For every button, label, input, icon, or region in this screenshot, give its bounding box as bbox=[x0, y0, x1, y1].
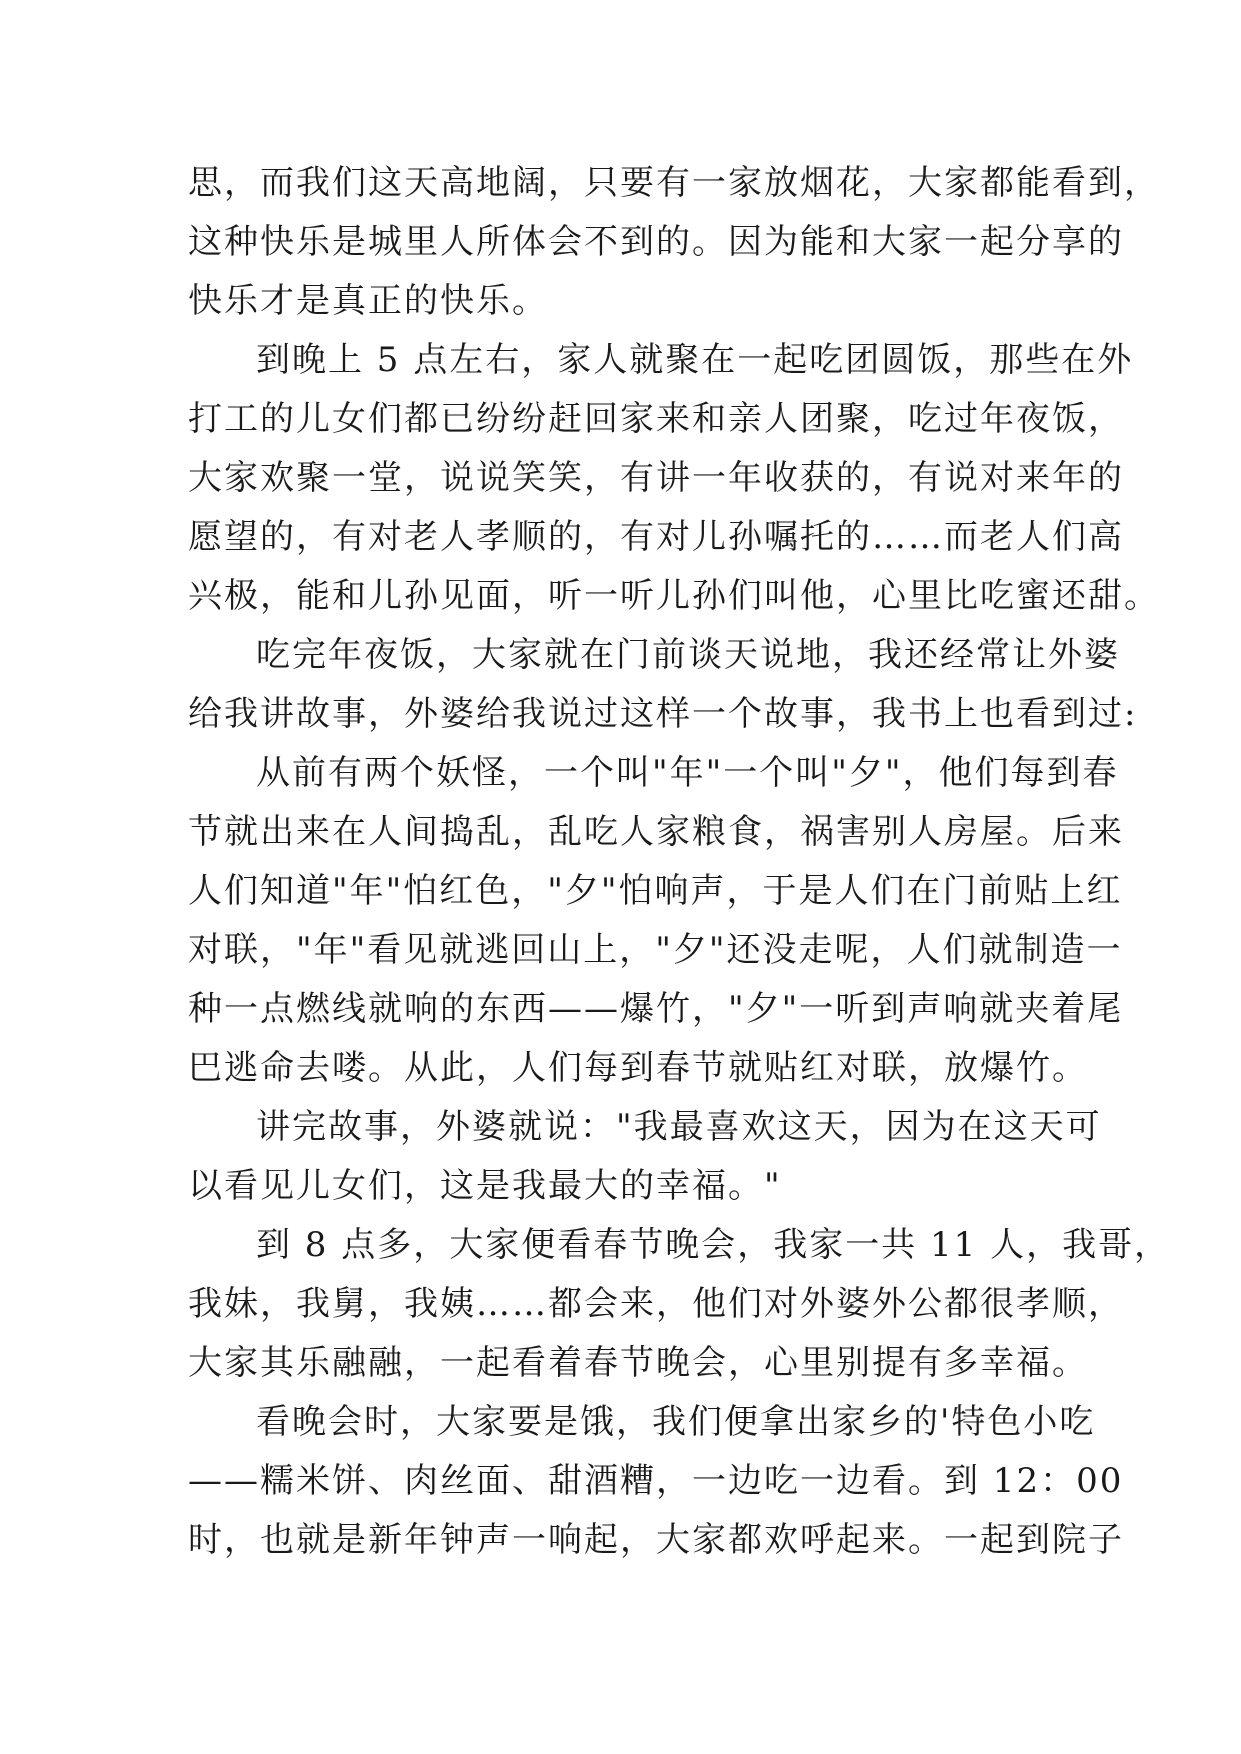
text-line: 到 8 点多，大家便看春节晚会，我家一共 11 人，我哥， bbox=[256, 1225, 1171, 1265]
text-line: 兴极，能和儿孙见面，听一听儿孙们叫他，心里比吃蜜还甜。 bbox=[188, 576, 1160, 616]
text-line: 我妹，我舅，我姨……都会来，他们对外婆外公都很孝顺， bbox=[188, 1284, 1124, 1324]
text-line: 思，而我们这天高地阔，只要有一家放烟花，大家都能看到， bbox=[188, 163, 1160, 203]
text-line: 大家其乐融融，一起看着春节晚会，心里别提有多幸福。 bbox=[188, 1343, 1088, 1383]
text-line: 给我讲故事，外婆给我说过这样一个故事，我书上也看到过: bbox=[188, 694, 1138, 734]
text-line: 看晚会时，大家要是饿，我们便拿出家乡的'特色小吃 bbox=[256, 1402, 1096, 1442]
text-line: 吃完年夜饭，大家就在门前谈天说地，我还经常让外婆 bbox=[256, 635, 1120, 675]
text-line: 打工的儿女们都已纷纷赶回家来和亲人团聚，吃过年夜饭， bbox=[188, 399, 1124, 439]
text-line: 节就出来在人间捣乱，乱吃人家粮食，祸害别人房屋。后来 bbox=[188, 812, 1124, 852]
text-line: 以看见儿女们，这是我最大的幸福。" bbox=[188, 1166, 782, 1206]
text-line: 时，也就是新年钟声一响起，大家都欢呼起来。一起到院子 bbox=[188, 1520, 1124, 1560]
text-line: ——糯米饼、肉丝面、甜酒糟，一边吃一边看。到 12：00 bbox=[188, 1461, 1124, 1501]
text-line: 快乐才是真正的快乐。 bbox=[188, 281, 548, 321]
text-line: 讲完故事，外婆就说："我最喜欢这天，因为在这天可 bbox=[256, 1107, 1102, 1147]
text-line: 巴逃命去喽。从此，人们每到春节就贴红对联，放爆竹。 bbox=[188, 1048, 1088, 1088]
text-line: 从前有两个妖怪，一个叫"年"一个叫"夕"，他们每到春 bbox=[256, 753, 1119, 793]
text-line: 种一点燃线就响的东西——爆竹，"夕"一听到声响就夹着尾 bbox=[188, 989, 1124, 1029]
text-line: 到晚上 5 点左右，家人就聚在一起吃团圆饭，那些在外 bbox=[256, 340, 1134, 380]
text-line: 愿望的，有对老人孝顺的，有对儿孙嘱托的……而老人们高 bbox=[188, 517, 1124, 557]
text-line: 这种快乐是城里人所体会不到的。因为能和大家一起分享的 bbox=[188, 222, 1124, 262]
text-line: 对联，"年"看见就逃回山上，"夕"还没走呢，人们就制造一 bbox=[188, 930, 1123, 970]
text-line: 大家欢聚一堂，说说笑笑，有讲一年收获的，有说对来年的 bbox=[188, 458, 1124, 498]
text-line: 人们知道"年"怕红色，"夕"怕响声，于是人们在门前贴上红 bbox=[188, 871, 1123, 911]
